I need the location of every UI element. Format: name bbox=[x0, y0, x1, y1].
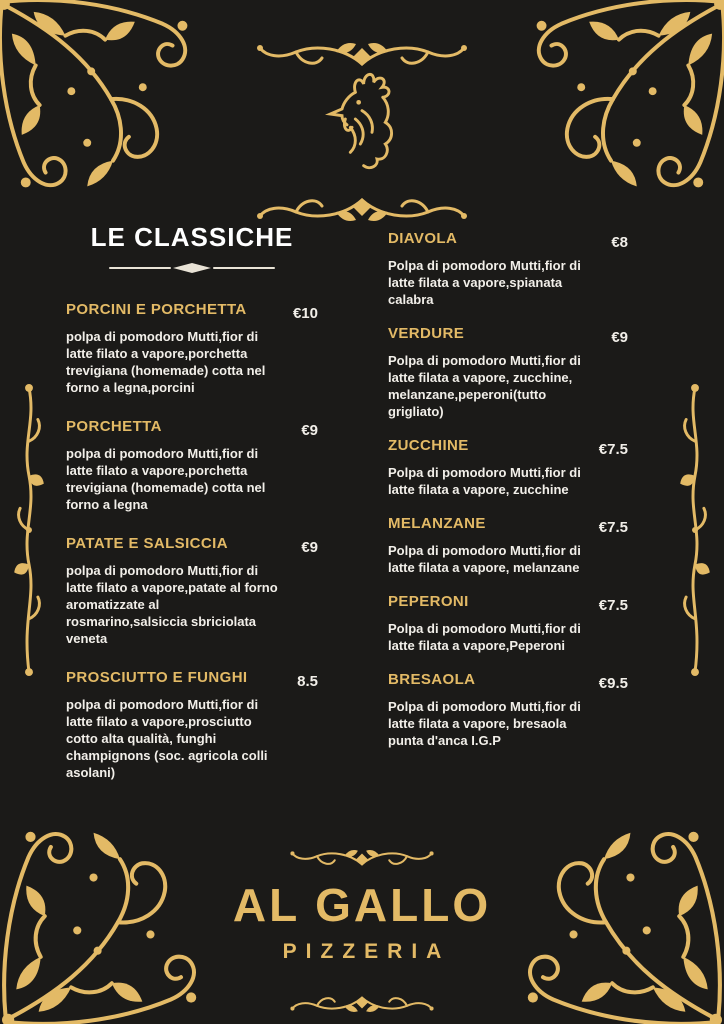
item-price: €7.5 bbox=[598, 441, 628, 458]
section-divider-ornament-icon bbox=[107, 261, 277, 275]
menu-item bbox=[388, 325, 628, 420]
restaurant-subtitle: PIZZERIA bbox=[282, 940, 451, 963]
rooster-logo-icon bbox=[312, 58, 412, 180]
menu-column-right bbox=[388, 230, 628, 766]
menu-item bbox=[66, 301, 318, 396]
item-description: Polpa di pomodoro Mutti,fior di latte filata a vapore,Peperoni bbox=[388, 621, 581, 653]
menu-item bbox=[388, 593, 628, 654]
corner-flourish-top-right-icon bbox=[490, 0, 724, 234]
menu-item bbox=[66, 418, 318, 513]
item-description: Polpa di pomodoro Mutti,fior di latte filata a vapore, zucchine, melanzane,peperoni(tutto grigliato) bbox=[388, 353, 581, 419]
footer-flourish-bottom-icon bbox=[277, 984, 447, 1014]
item-price: €7.5 bbox=[598, 519, 628, 536]
menu-item bbox=[66, 669, 318, 781]
item-price: €9 bbox=[301, 422, 318, 439]
item-name: PATATE E SALSICCIA bbox=[66, 535, 228, 552]
header-flourish-bottom-icon bbox=[250, 180, 474, 224]
menu-item bbox=[388, 230, 628, 308]
menu-item bbox=[66, 535, 318, 647]
item-price: €9 bbox=[611, 329, 628, 346]
item-name: BRESAOLA bbox=[388, 671, 476, 688]
menu-item bbox=[388, 671, 628, 749]
side-vine-left-icon bbox=[12, 382, 46, 678]
menu-item bbox=[388, 515, 628, 576]
menu-item bbox=[388, 437, 628, 498]
item-description: Polpa di pomodoro Mutti,fior di latte filata a vapore, zucchine bbox=[388, 465, 581, 497]
item-description: polpa di pomodoro Mutti,fior di latte filato a vapore,prosciutto cotto alta qualità, funghi champignons (soc. agricola colli asolani) bbox=[66, 697, 268, 780]
item-price: €9.5 bbox=[598, 675, 628, 692]
item-name: PORCHETTA bbox=[66, 418, 162, 435]
item-description: Polpa di pomodoro Mutti,fior di latte filata a vapore, bresaola punta d'anca I.G.P bbox=[388, 699, 581, 748]
item-name: ZUCCHINE bbox=[388, 437, 469, 454]
corner-flourish-top-left-icon bbox=[0, 0, 234, 234]
item-name: PROSCIUTTO E FUNGHI bbox=[66, 669, 248, 686]
item-price: €7.5 bbox=[598, 597, 628, 614]
menu-column-left bbox=[66, 222, 318, 803]
item-name: MELANZANE bbox=[388, 515, 486, 532]
header-flourish-top-icon bbox=[252, 40, 472, 84]
item-price: €10 bbox=[292, 305, 318, 322]
item-description: polpa di pomodoro Mutti,fior di latte filato a vapore,porchetta trevigiana (homemade) cotta nel forno a legna bbox=[66, 446, 266, 512]
restaurant-name: AL GALLO bbox=[232, 879, 492, 931]
item-description: polpa di pomodoro Mutti,fior di latte filato a vapore,patate al forno aromatizzate al rosmarino,salsiccia sbriciolata veneta bbox=[66, 563, 278, 646]
section-title: LE CLASSICHE bbox=[90, 222, 294, 252]
side-vine-right-icon bbox=[678, 382, 712, 678]
item-name: PEPERONI bbox=[388, 593, 469, 610]
item-price: €8 bbox=[611, 234, 628, 251]
footer-flourish-top-icon bbox=[287, 848, 437, 878]
item-name: PORCINI E PORCHETTA bbox=[66, 301, 247, 318]
item-name: VERDURE bbox=[388, 325, 465, 342]
item-name: DIAVOLA bbox=[388, 230, 458, 247]
item-description: polpa di pomodoro Mutti,fior di latte filato a vapore,porchetta trevigiana (homemade) cotta nel forno a legna,porcini bbox=[66, 329, 266, 395]
item-description: Polpa di pomodoro Mutti,fior di latte filata a vapore,spianata calabra bbox=[388, 258, 581, 307]
item-price: 8.5 bbox=[297, 673, 318, 690]
item-description: Polpa di pomodoro Mutti,fior di latte filata a vapore, melanzane bbox=[388, 543, 581, 575]
item-price: €9 bbox=[301, 539, 318, 556]
